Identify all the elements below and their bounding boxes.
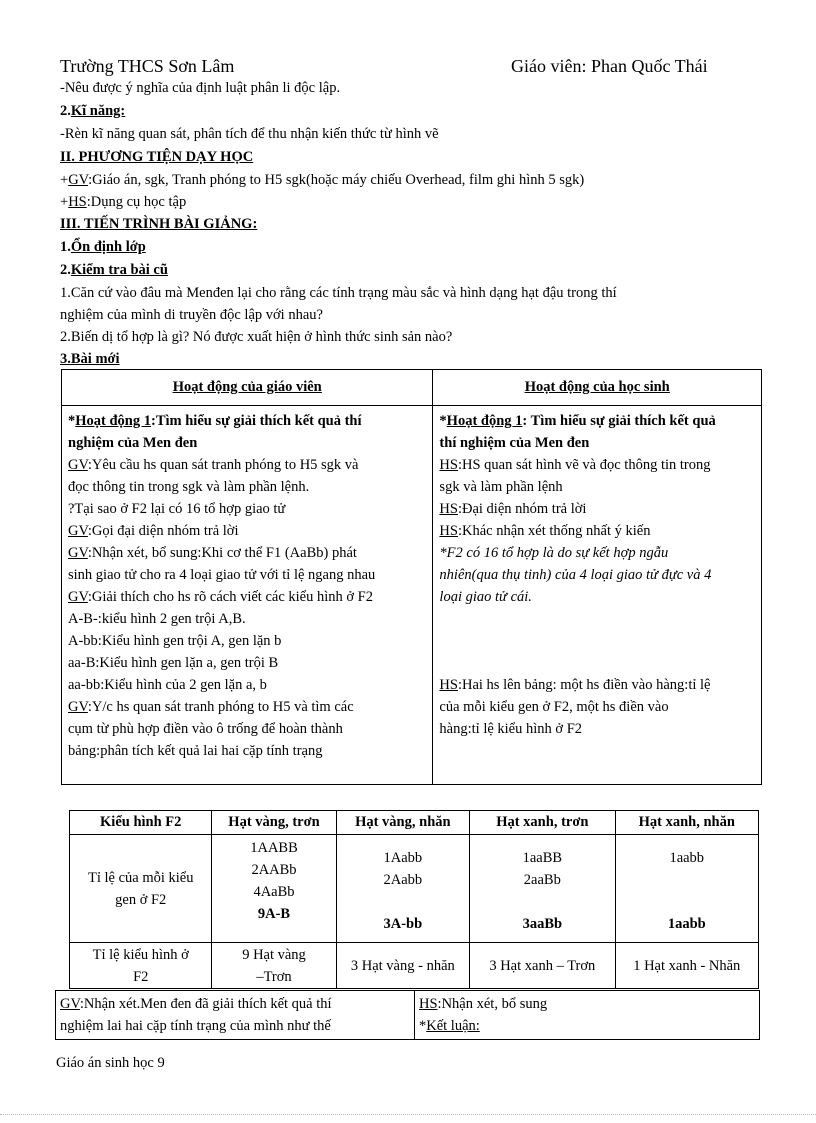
section-3-heading: III. TIẾN TRÌNH BÀI GIẢNG:: [60, 216, 258, 232]
step-1-heading: 1.Ổn định lớp: [60, 239, 146, 255]
teacher-activity-cell: *Hoạt động 1:Tìm hiểu sự giải thích kết quả thí nghiệm của Men đen GV:Yêu cầu hs quan sát tranh phóng to H5 sgk và đọc thông tin trong sgk và làm phần lệnh. ?Tại sao ở F2 lại có 16 tổ hợp giao tử GV:Gọi đại diện nhóm trả lời GV:Nhận xét, bổ sung:Khi cơ thể F1 (AaBb) phát sinh giao tử cho ra 4 loại giao tử với tỉ lệ ngang nhau GV:Giải thích cho hs rõ cách viết các kiểu hình ở F2 A-B-:kiểu hình 2 gen trội A,B. A-bb:Kiểu hình gen trội A, gen lặn b aa-B:Kiểu hình gen lặn a, gen trội B aa-bb:Kiểu hình của 2 gen lặn a, b GV:Y/c hs quan sát tranh phóng to H5 và tìm các cụm từ phù hợp điền vào ô trống để hoàn thành bảng:phân tích kết quả lai hai cặp tính trạng: [62, 406, 433, 785]
skills-heading: 2.Kĩ năng:: [60, 103, 126, 119]
conclusion-table: [55, 990, 760, 1040]
teacher-name: Giáo viên: Phan Quốc Thái: [511, 56, 708, 76]
col-teacher-header: Hoạt động của giáo viên: [62, 370, 433, 406]
step-2-heading: 2.Kiểm tra bài cũ: [60, 262, 168, 278]
skills-text: -Rèn kĩ năng quan sát, phân tích để thu nhận kiến thức từ hình vẽ: [60, 126, 439, 142]
student-conclusion-cell: HS:Nhận xét, bổ sung *Kết luận:: [415, 991, 760, 1040]
question-1-line-2: nghiệm của mình di truyền độc lập với nhau?: [60, 307, 323, 323]
objective-line: -Nêu được ý nghĩa của định luật phân li độc lập.: [60, 80, 341, 96]
section-2-heading: II. PHƯƠNG TIỆN DẠY HỌC: [60, 149, 254, 165]
question-1-line-1: 1.Căn cứ vào đâu mà Menđen lại cho rằng các tính trạng màu sắc và hình dạng hạt đậu trong thí: [60, 285, 617, 301]
school-name: Trường THCS Sơn Lâm: [60, 56, 235, 76]
result-header-yellow-smooth: Hạt vàng, trơn: [212, 811, 336, 835]
cell-phenotype-green-wrinkled: 1 Hạt xanh - Nhăn: [615, 943, 758, 989]
activity-table: [61, 369, 762, 785]
teacher-conclusion-cell: GV:Nhận xét.Men đen đã giải thích kết quả thí nghiệm lai hai cặp tính trạng của mình như thế: [56, 991, 415, 1040]
page-divider: [0, 1114, 816, 1115]
result-header-green-wrinkled: Hạt xanh, nhăn: [615, 811, 758, 835]
footer-text: Giáo án sinh học 9: [56, 1055, 165, 1071]
cell-phenotype-yellow-smooth: 9 Hạt vàng –Trơn: [212, 943, 336, 989]
hs-materials: +HS:Dụng cụ học tập: [60, 194, 187, 210]
cell-genotype-yellow-smooth: 1AABB 2AABb 4AaBb 9A-B: [212, 835, 336, 943]
cell-genotype-yellow-wrinkled: 1Aabb 2Aabb 3A-bb: [336, 835, 470, 943]
cell-genotype-green-wrinkled: 1aabb 1aabb: [615, 835, 758, 943]
cell-genotype-green-smooth: 1aaBB 2aaBb 3aaBb: [470, 835, 615, 943]
result-table: [69, 810, 759, 989]
student-activity-cell: *Hoạt động 1: Tìm hiểu sự giải thích kết quả thí nghiệm của Men đen HS:HS quan sát hình vẽ và đọc thông tin trong sgk và làm phần lệnh HS:Đại diện nhóm trả lời HS:Khác nhận xét thống nhất ý kiến *F2 có 16 tổ hợp là do sự kết hợp ngẫu nhiên(qua thụ tinh) của 4 loại giao tử đực và 4 loại giao tử cái. HS:Hai hs lên bảng: một hs điền vào hàng:tỉ lệ của mỗi kiểu gen ở F2, một hs điền vào hàng:tỉ lệ kiểu hình ở F2: [433, 406, 762, 785]
result-header-green-smooth: Hạt xanh, trơn: [470, 811, 615, 835]
cell-phenotype-yellow-wrinkled: 3 Hạt vàng - nhăn: [336, 943, 470, 989]
result-header-phenotype: Kiểu hình F2: [70, 811, 212, 835]
row-genotype-label: Tỉ lệ của mỗi kiểu gen ở F2: [70, 835, 212, 943]
row-phenotype-label: Tỉ lệ kiểu hình ở F2: [70, 943, 212, 989]
gv-materials: +GV:Giáo án, sgk, Tranh phóng to H5 sgk(hoặc máy chiếu Overhead, film ghi hình 5 sgk): [60, 172, 585, 188]
step-3-heading: 3.Bài mới: [60, 351, 120, 367]
col-student-header: Hoạt động của học sinh: [433, 370, 762, 406]
question-2: 2.Biến dị tổ hợp là gì? Nó được xuất hiện ở hình thức sinh sản nào?: [60, 329, 453, 345]
result-header-yellow-wrinkled: Hạt vàng, nhăn: [336, 811, 470, 835]
cell-phenotype-green-smooth: 3 Hạt xanh – Trơn: [470, 943, 615, 989]
